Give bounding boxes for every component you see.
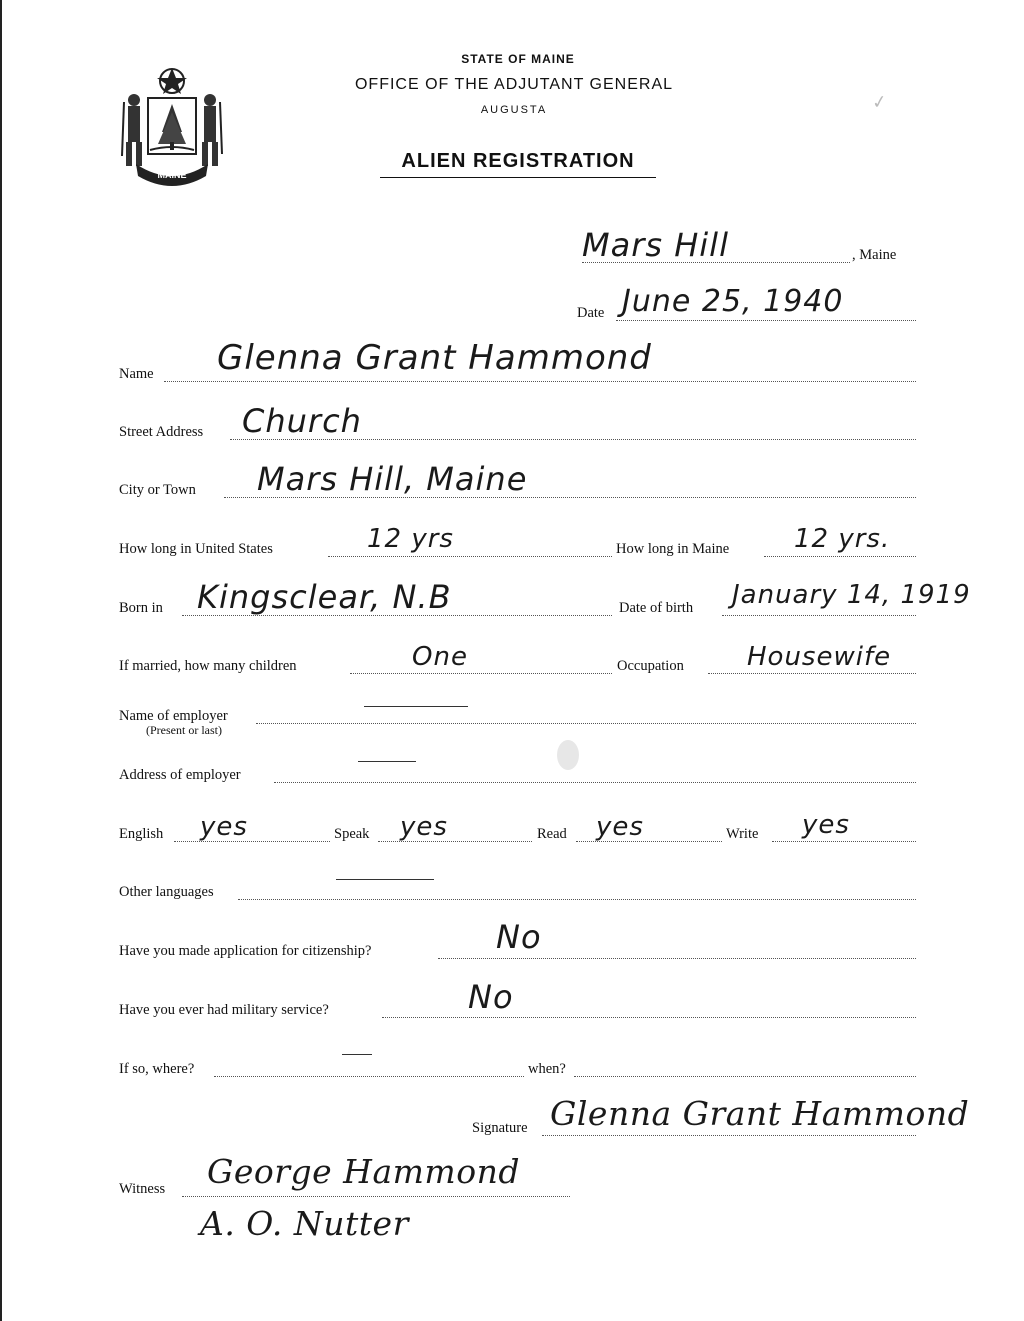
employer-blank-mark: [364, 706, 468, 707]
occupation-label: Occupation: [617, 658, 684, 674]
town-value: Mars Hill: [582, 226, 729, 264]
witness-signature-1: George Hammond: [207, 1152, 520, 1191]
citizenship-value: No: [496, 918, 542, 956]
ink-smudge: [557, 740, 579, 770]
employer-address-blank-mark: [358, 761, 416, 762]
city-value: Mars Hill, Maine: [257, 460, 528, 498]
signature-label: Signature: [472, 1120, 528, 1136]
write-label: Write: [726, 826, 759, 842]
city-label: City or Town: [119, 482, 196, 498]
other-languages-blank-mark: [336, 879, 434, 880]
born-in-label: Born in: [119, 600, 163, 616]
where-blank-mark: [342, 1054, 372, 1055]
read-value: yes: [596, 812, 644, 842]
date-of-birth-value: January 14, 1919: [732, 580, 971, 610]
signature-value: Glenna Grant Hammond: [550, 1094, 970, 1133]
how-long-us-value: 12 yrs: [367, 524, 454, 554]
how-long-maine-label: How long in Maine: [616, 541, 730, 557]
if-so-where-label: If so, where?: [119, 1061, 195, 1077]
witness-signature-2: A. O. Nutter: [200, 1204, 409, 1243]
employer-label: Name of employer: [119, 708, 228, 724]
born-in-value: Kingsclear, N.B: [197, 578, 452, 616]
witness-label: Witness: [119, 1181, 166, 1197]
maine-label: , Maine: [852, 247, 897, 263]
employer-address-label: Address of employer: [119, 767, 241, 783]
military-value: No: [468, 978, 514, 1016]
check-mark-icon: ✓: [870, 91, 889, 113]
date-value: June 25, 1940: [622, 284, 844, 319]
speak-label: Speak: [334, 826, 370, 842]
english-label: English: [119, 826, 164, 842]
speak-value: yes: [400, 812, 448, 842]
street-value: Church: [242, 402, 362, 440]
how-long-us-label: How long in United States: [119, 541, 273, 557]
military-label: Have you ever had military service?: [119, 1002, 329, 1018]
header-city: AUGUSTA: [480, 104, 548, 116]
header-office: OFFICE OF THE ADJUTANT GENERAL: [354, 76, 674, 93]
how-long-maine-value: 12 yrs.: [794, 524, 891, 554]
svg-text:MAINE: MAINE: [157, 170, 187, 180]
english-value: yes: [200, 812, 248, 842]
employer-note: (Present or last): [146, 723, 222, 737]
occupation-value: Housewife: [747, 642, 892, 672]
children-label: If married, how many children: [119, 658, 297, 674]
date-label: Date: [577, 305, 605, 321]
children-value: One: [412, 642, 468, 672]
other-languages-label: Other languages: [119, 884, 214, 900]
citizenship-label: Have you made application for citizenship?: [119, 943, 372, 959]
when-label: when?: [528, 1061, 566, 1077]
street-label: Street Address: [119, 424, 204, 440]
date-of-birth-label: Date of birth: [619, 600, 694, 616]
write-value: yes: [802, 810, 850, 840]
form-title: ALIEN REGISTRATION: [380, 150, 656, 178]
header-state: STATE OF MAINE: [461, 52, 575, 66]
name-value: Glenna Grant Hammond: [217, 338, 652, 378]
name-label: Name: [119, 366, 154, 382]
read-label: Read: [537, 826, 567, 842]
